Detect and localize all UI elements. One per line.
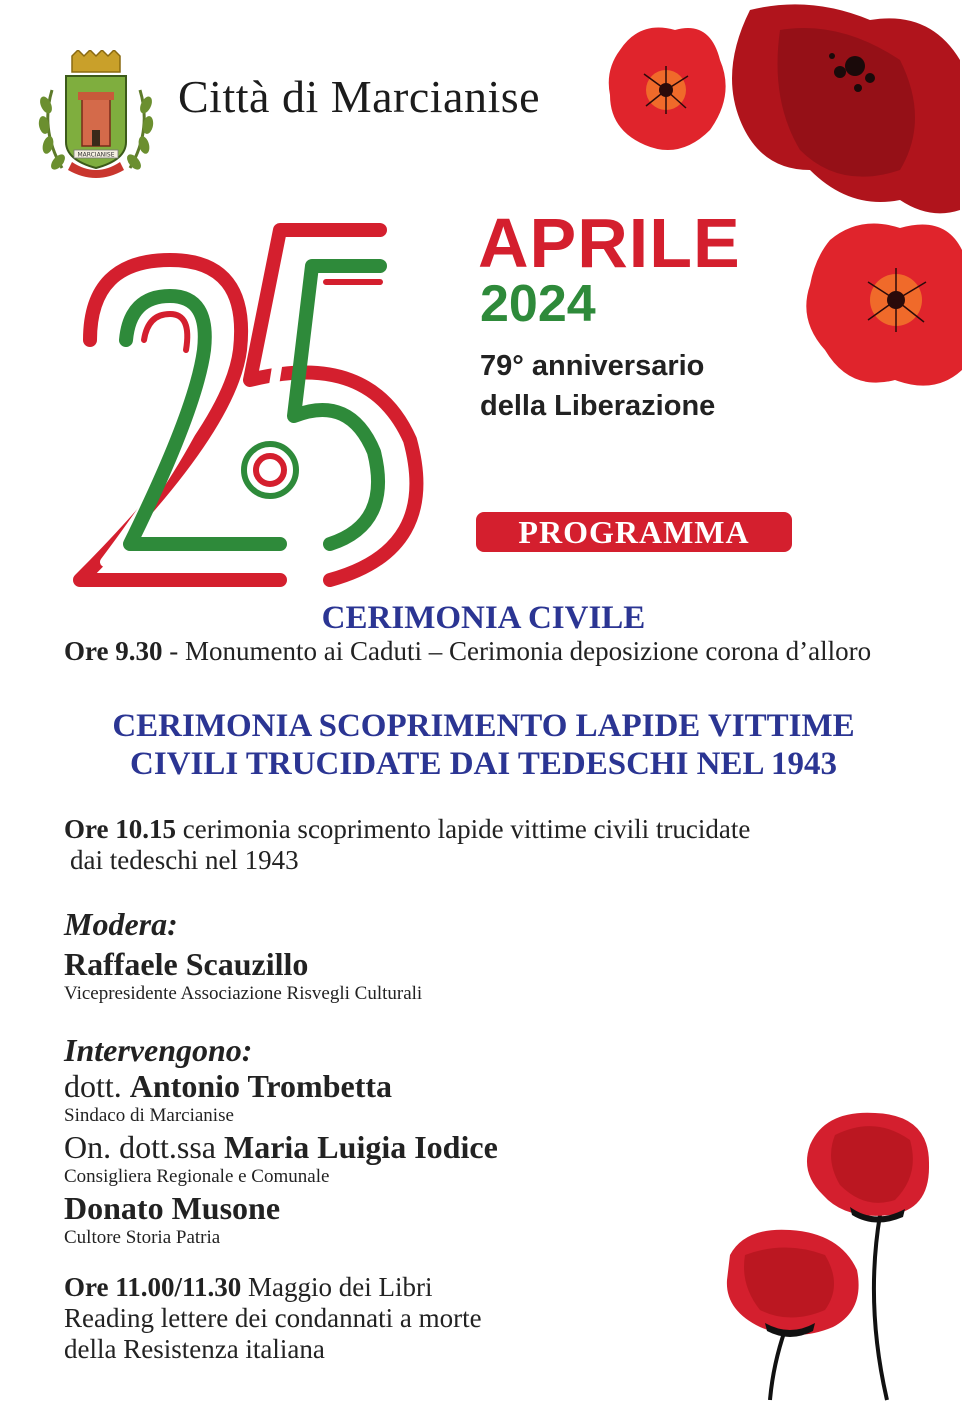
reading-time: Ore 11.00/11.30	[64, 1272, 242, 1302]
poppy-flowers-bottom	[715, 1105, 945, 1405]
moderator-label: Modera:	[64, 906, 178, 942]
ceremony-civile-heading: CERIMONIA CIVILE	[321, 600, 646, 636]
moderator-role: Vicepresidente Associazione Risvegli Culturali	[64, 983, 423, 1004]
city-crest-logo	[32, 50, 160, 188]
ceremony-lapide-time: Ore 10.15	[64, 814, 176, 844]
speaker-2-title: On. dott.ssa	[64, 1129, 224, 1165]
reading-line2: Reading lettere dei condannati a morte	[64, 1303, 482, 1333]
ceremony-civile-description: - Monumento ai Caduti – Cerimonia deposizione corona d’alloro	[162, 636, 872, 666]
speaker-2	[64, 1129, 498, 1188]
speaker-1-name: Antonio Trombetta	[129, 1068, 393, 1104]
twenty-five-tricolor-logo	[50, 210, 470, 605]
speaker-1-title: dott.	[64, 1068, 130, 1104]
anniversary-text	[480, 346, 715, 426]
event-title: APRILE	[478, 204, 741, 282]
speaker-3	[64, 1190, 280, 1249]
moderator-name: Raffaele Scauzillo	[64, 946, 309, 982]
ceremony-civile-detail	[64, 636, 871, 667]
city-name: Città di Marcianise	[178, 71, 541, 122]
ceremony-lapide-heading-line1: CERIMONIA SCOPRIMENTO LAPIDE VITTIME	[112, 708, 855, 744]
ceremony-civile-time: Ore 9.30	[64, 636, 163, 666]
speakers-label: Intervengono:	[64, 1032, 253, 1068]
anniversary-line2: della Liberazione	[480, 390, 716, 422]
svg-text:MARCIANISE: MARCIANISE	[77, 151, 115, 159]
speaker-2-role: Consigliera Regionale e Comunale	[64, 1166, 330, 1187]
ceremony-lapide-detail	[64, 814, 750, 876]
speaker-3-name: Donato Musone	[64, 1190, 281, 1226]
anniversary-line1: 79° anniversario	[480, 350, 705, 382]
poppy-flowers-top	[600, 0, 967, 400]
programma-badge: PROGRAMMA	[476, 512, 792, 552]
event-year: 2024	[480, 275, 596, 333]
speaker-1-role: Sindaco di Marcianise	[64, 1105, 234, 1126]
reading-section	[64, 1272, 482, 1365]
reading-line3: della Resistenza italiana	[64, 1334, 325, 1364]
ceremony-lapide-heading-line2: CIVILI TRUCIDATE DAI TEDESCHI NEL 1943	[130, 746, 837, 782]
speaker-2-name: Maria Luigia Iodice	[224, 1129, 498, 1165]
speaker-1	[64, 1068, 392, 1127]
speaker-3-role: Cultore Storia Patria	[64, 1227, 221, 1248]
ceremony-lapide-description-line1: cerimonia scoprimento lapide vittime civili trucidate	[175, 814, 751, 844]
ceremony-lapide-description-line2: dai tedeschi nel 1943	[70, 845, 299, 875]
reading-line1: Maggio dei Libri	[241, 1272, 433, 1302]
